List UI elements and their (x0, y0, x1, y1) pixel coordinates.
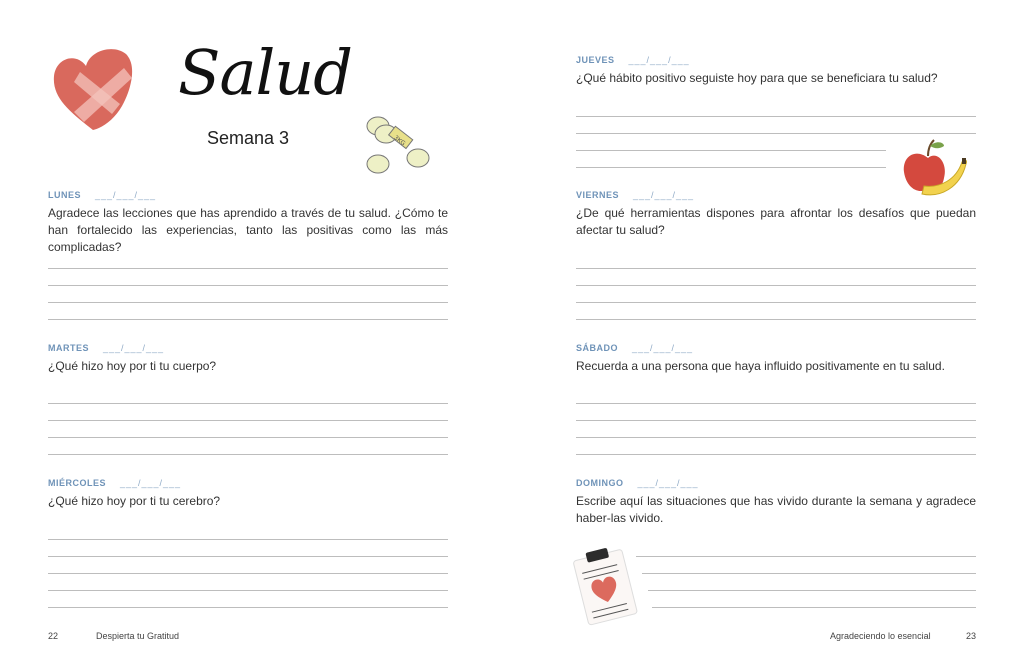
entry-day-monday: LUNES ___/___/___ (48, 190, 157, 200)
date-field[interactable]: ___/___/___ (103, 343, 165, 353)
writing-line[interactable] (576, 150, 886, 151)
writing-line[interactable] (48, 437, 448, 438)
writing-line[interactable] (576, 285, 976, 286)
date-field[interactable]: ___/___/___ (637, 478, 699, 488)
writing-line[interactable] (636, 556, 976, 557)
writing-line[interactable] (576, 454, 976, 455)
writing-line[interactable] (576, 420, 976, 421)
dumbbell-icon (364, 114, 436, 180)
page-number-left: 22 (48, 631, 59, 641)
writing-line[interactable] (48, 403, 448, 404)
entry-question-wednesday: ¿Qué hizo hoy por ti tu cerebro? (48, 494, 221, 508)
entry-question-tuesday: ¿Qué hizo hoy por ti tu cuerpo? (48, 359, 217, 373)
entry-question-friday: ¿De qué herramientas dispones para afrontar los desafíos que puedan afectar tu salud? (576, 206, 976, 237)
writing-line[interactable] (48, 268, 448, 269)
entry-question-monday: Agradece las lecciones que has aprendido a través de tu salud. ¿Cómo te han fortalecido las experiencias, tanto las positivas como las más complicadas? (48, 206, 448, 254)
writing-line[interactable] (576, 437, 976, 438)
writing-line[interactable] (48, 420, 448, 421)
entry-question-thursday: ¿Qué hábito positivo seguiste hoy para que se beneficiara tu salud? (576, 71, 938, 85)
entry-day-thursday: JUEVES ___/___/___ (576, 55, 690, 65)
entry-day-wednesday: MIÉRCOLES ___/___/___ (48, 478, 182, 488)
entry-day-tuesday: MARTES ___/___/___ (48, 343, 165, 353)
writing-line[interactable] (48, 607, 448, 608)
date-field[interactable]: ___/___/___ (633, 190, 695, 200)
entry-day-friday: VIERNES ___/___/___ (576, 190, 695, 200)
writing-line[interactable] (642, 573, 976, 574)
writing-line[interactable] (576, 167, 886, 168)
writing-line[interactable] (576, 319, 976, 320)
dumbbell-label: 3KG (392, 134, 407, 148)
date-field[interactable]: ___/___/___ (628, 55, 690, 65)
entry-day-sunday: DOMINGO ___/___/___ (576, 478, 699, 488)
entry-day-saturday: SÁBADO ___/___/___ (576, 343, 694, 353)
entry-question-saturday: Recuerda a una persona que haya influido positivamente en tu salud. (576, 359, 945, 373)
writing-line[interactable] (652, 607, 976, 608)
writing-line[interactable] (648, 590, 976, 591)
page-number-right: 23 (966, 631, 977, 641)
writing-line[interactable] (48, 302, 448, 303)
writing-line[interactable] (48, 556, 448, 557)
writing-line[interactable] (48, 319, 448, 320)
right-page (512, 0, 1024, 672)
date-field[interactable]: ___/___/___ (120, 478, 182, 488)
week-subtitle: Semana 3 (206, 128, 290, 148)
writing-line[interactable] (48, 590, 448, 591)
writing-line[interactable] (576, 116, 976, 117)
writing-line[interactable] (48, 454, 448, 455)
apple-banana-icon (900, 136, 972, 200)
writing-line[interactable] (48, 573, 448, 574)
writing-line[interactable] (48, 539, 448, 540)
writing-line[interactable] (576, 268, 976, 269)
writing-line[interactable] (576, 403, 976, 404)
section-title-footer: Agradeciendo lo esencial (830, 631, 931, 641)
bandaged-heart-icon (50, 42, 136, 136)
date-field[interactable]: ___/___/___ (95, 190, 157, 200)
book-title-footer: Despierta tu Gratitud (96, 631, 180, 641)
writing-line[interactable] (576, 133, 976, 134)
page-title: Salud (178, 36, 352, 109)
writing-line[interactable] (48, 285, 448, 286)
entry-question-sunday: Escribe aquí las situaciones que has vivido durante la semana y agradece haber-las vivido. (576, 494, 976, 525)
date-field[interactable]: ___/___/___ (632, 343, 694, 353)
writing-line[interactable] (576, 302, 976, 303)
